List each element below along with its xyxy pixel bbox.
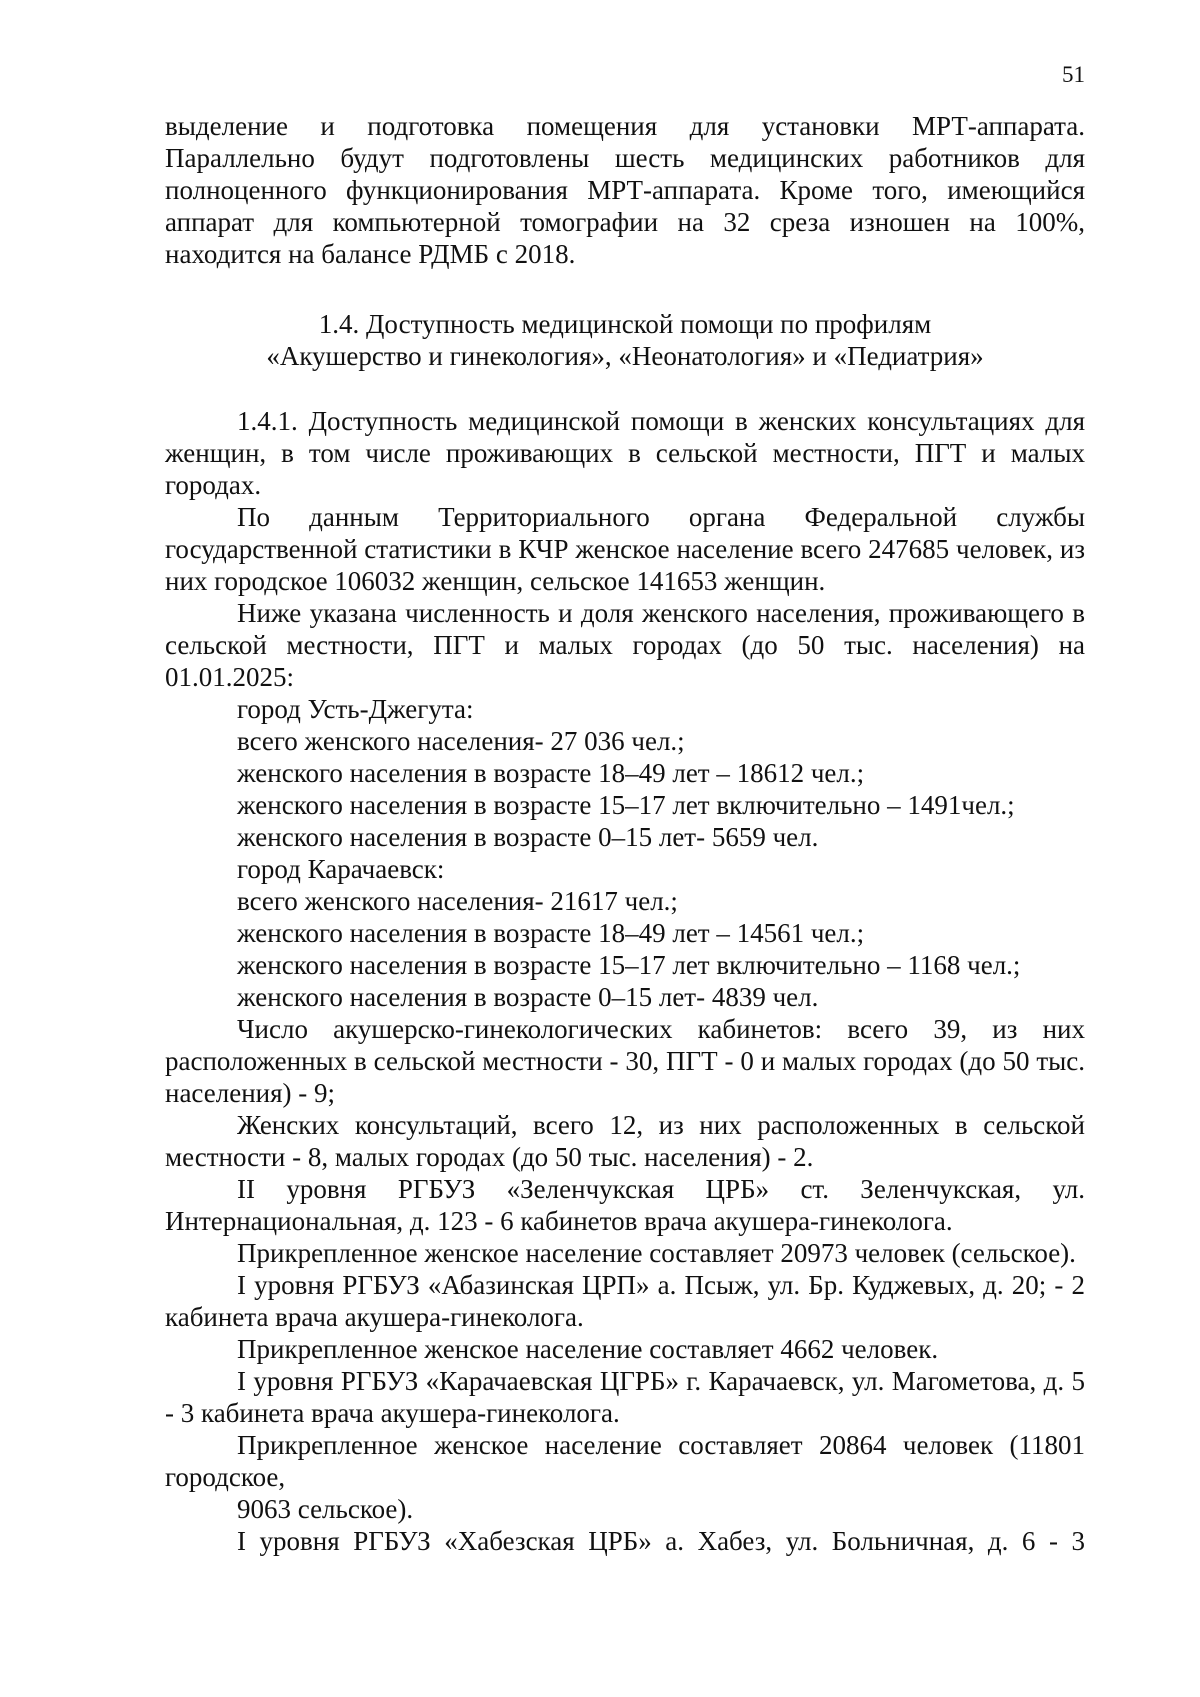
section-heading-line2: «Акушерство и гинекология», «Неонатология» и «Педиатрия» <box>266 341 984 371</box>
paragraph-statistics: По данным Территориального органа Федеральной службы государственной статистики в КЧР женское население всего 247685 человек, из них городское 106032 женщин, сельское 141653 женщин. <box>165 502 1085 596</box>
population-line: всего женского населения- 27 036 чел.; <box>237 726 685 756</box>
paragraph-population-intro: Ниже указана численность и доля женского населения, проживающего в сельской местности, ПГТ и малых городах (до 50 тыс. населения) на 01.01.2025: <box>165 598 1085 692</box>
paragraph-abazinskaya-population: Прикрепленное женское население составляет 4662 человек. <box>237 1334 939 1364</box>
population-line: женского населения в возрасте 0–15 лет- 5659 чел. <box>237 822 819 852</box>
paragraph-khabezskaya: I уровня РГБУЗ «Хабезская ЦРБ» а. Хабез, ул. Больничная, д. 6 - 3 <box>237 1526 1085 1556</box>
population-line: женского населения в возрасте 18–49 лет – 14561 чел.; <box>237 918 865 948</box>
subsection-heading: 1.4.1. Доступность медицинской помощи в женских консультациях для женщин, в том числе проживающих в сельской местности, ПГТ и малых городах. <box>165 406 1085 500</box>
paragraph-abazinskaya: I уровня РГБУЗ «Абазинская ЦРП» а. Псыж, ул. Бр. Куджевых, д. 20; - 2 кабинета врача акушера-гинеколога. <box>165 1270 1085 1332</box>
town-name: город Усть-Джегута: <box>237 694 474 724</box>
paragraph-karachaevskaya: I уровня РГБУЗ «Карачаевская ЦГРБ» г. Карачаевск, ул. Магометова, д. 5 - 3 кабинета врача акушера-гинеколога. <box>165 1366 1085 1428</box>
paragraph-karachaevskaya-rural: 9063 сельское). <box>237 1494 414 1524</box>
page-number: 51 <box>1062 62 1085 87</box>
population-line: женского населения в возрасте 15–17 лет включительно – 1491чел.; <box>237 790 1015 820</box>
paragraph-zelenchukskaya: II уровня РГБУЗ «Зеленчукская ЦРБ» ст. Зеленчукская, ул. Интернациональная, д. 123 - 6 кабинетов врача акушера-гинеколога. <box>165 1174 1085 1236</box>
paragraph-cabinets: Число акушерско-гинекологических кабинетов: всего 39, из них расположенных в сельской местности - 30, ПГТ - 0 и малых городах (до 50 тыс. населения) - 9; <box>165 1014 1085 1108</box>
population-line: женского населения в возрасте 0–15 лет- 4839 чел. <box>237 982 819 1012</box>
intro-paragraph: выделение и подготовка помещения для установки МРТ-аппарата. Параллельно будут подготовлены шесть медицинских работников для полноценного функционирования МРТ-аппарата. Кроме того, имеющийся аппарат для компьютерной томографии на 32 среза изношен на 100%, находится на балансе РДМБ с 2018. <box>165 111 1085 269</box>
document-body <box>165 405 1085 1557</box>
population-line: женского населения в возрасте 18–49 лет – 18612 чел.; <box>237 758 865 788</box>
population-line: всего женского населения- 21617 чел.; <box>237 886 678 916</box>
section-heading <box>165 308 1085 372</box>
town-name: город Карачаевск: <box>237 854 445 884</box>
population-line: женского населения в возрасте 15–17 лет включительно – 1168 чел.; <box>237 950 1021 980</box>
section-heading-line1: 1.4. Доступность медицинской помощи по профилям <box>318 309 932 339</box>
paragraph-zelenchukskaya-population: Прикрепленное женское население составляет 20973 человек (сельское). <box>237 1238 1076 1268</box>
paragraph-consultations: Женских консультаций, всего 12, из них расположенных в сельской местности - 8, малых городах (до 50 тыс. населения) - 2. <box>165 1110 1085 1172</box>
paragraph-karachaevskaya-population: Прикрепленное женское население составляет 20864 человек (11801 городское, <box>165 1430 1085 1492</box>
